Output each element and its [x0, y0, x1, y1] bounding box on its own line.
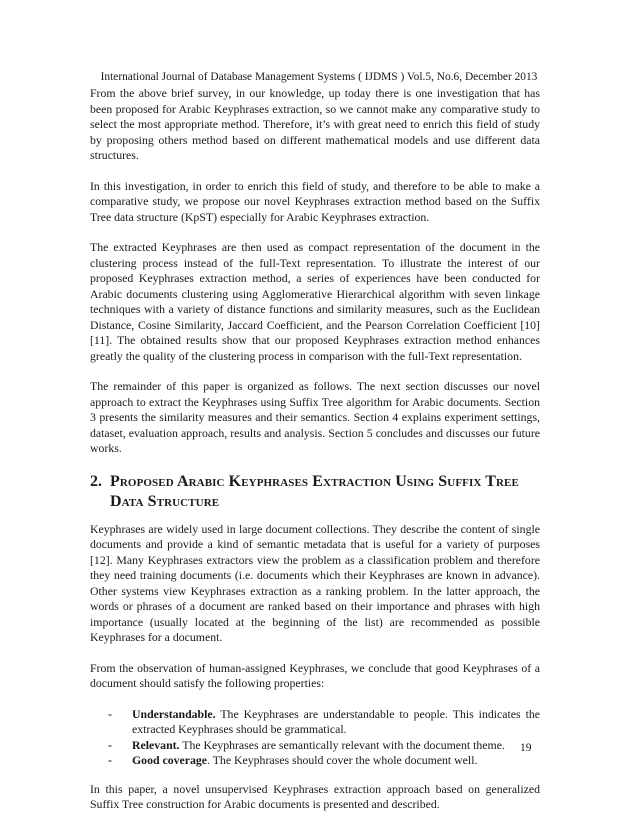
property-term: Relevant. [132, 737, 180, 752]
section-heading [90, 472, 540, 512]
list-item [108, 753, 540, 769]
property-description: The Keyphrases are semantically relevant with the document theme. [179, 737, 505, 752]
property-term: Understandable. [132, 706, 216, 721]
list-dash: - [108, 706, 112, 721]
section-number: 2. [90, 472, 102, 490]
section-title: Proposed Arabic Keyphrases Extraction Using Suffix Tree Data Structure [110, 472, 519, 510]
paragraph-clustering: The extracted Keyphrases are then used as compact representation of the document in the clustering process instead of the full-Text representation. To illustrate the interest of our proposed Keyphrases extraction method, a series of experiences have been conducted for Arabic documents clustering using Agglomerative Hierarchical algorithm with seven linkage techniques with a variety of distance functions and similarity measures, such as the Euclidean Distance, Cosine Similarity, Jaccard Coefficient, and the Pearson Correlation Coefficient [10][11]. The obtained results show that our proposed Keyphrases extraction method enhances greatly the quality of the clustering process in comparison with the full-Text representation. [90, 240, 540, 363]
page-number: 19 [520, 742, 532, 754]
list-item-text [132, 753, 540, 769]
list-dash: - [108, 753, 112, 767]
list-dash: - [108, 737, 112, 752]
list-item [108, 707, 540, 738]
list-item [108, 738, 540, 754]
running-head: International Journal of Database Management Systems ( IJDMS ) Vol.5, No.6, December 2013 [100, 71, 538, 83]
property-description: . The Keyphrases should cover the whole document well. [207, 753, 478, 767]
paragraph-keyphrases-intro: Keyphrases are widely used in large document collections. They describe the content of single documents and provide a kind of semantic metadata that is useful for a variety of purposes [12]. Many Keyphrases extractors view the problem as a classification problem and therefore they need training documents (i.e. documents which their Keyphrases are known in advance). Other systems view Keyphrases extraction as a ranking problem. In the latter approach, the words or phrases of a document are ranked based on their importance and phrases with high importance (usually located at the beginning of the list) are recommended as possible Keyphrases for a document. [90, 521, 540, 644]
property-description: The Keyphrases are understandable to people. This indicates the extracted Keyphrases should be grammatical. [132, 706, 540, 736]
paragraph-organization: The remainder of this paper is organized as follows. The next section discusses our novel approach to extract the Keyphrases using Suffix Tree algorithm for Arabic documents. Section 3 presents the similarity measures and their semantics. Section 4 explains experiment settings, dataset, evaluation approach, results and analysis. Section 5 concludes and discusses our future works. [90, 379, 540, 455]
paragraph-investigation: In this investigation, in order to enrich this field of study, and therefore to be able to make a comparative study, we propose our novel Keyphrases extraction method based on the Suffix Tree data structure (KpST) especially for Arabic Keyphrases extraction. [90, 178, 540, 224]
list-item-text [132, 738, 540, 754]
property-term: Good coverage [132, 753, 208, 767]
paragraph-survey: From the above brief survey, in our knowledge, up today there is one investigation that has been proposed for Arabic Keyphrases extraction, so we cannot make any comparative study to select the most appropriate method. Therefore, it’s with great need to enrich this field of study by proposing others method based on different mathematical models and use different data structures. [90, 86, 540, 162]
paragraph-approach: In this paper, a novel unsupervised Keyphrases extraction approach based on generalized Suffix Tree construction for Arabic documents is presented and described. [90, 781, 540, 811]
properties-list [90, 707, 540, 769]
list-item-text [132, 707, 540, 738]
paragraph-properties-intro: From the observation of human-assigned Keyphrases, we conclude that good Keyphrases of a document should satisfy the following properties: [90, 660, 540, 690]
body-text [90, 86, 540, 828]
